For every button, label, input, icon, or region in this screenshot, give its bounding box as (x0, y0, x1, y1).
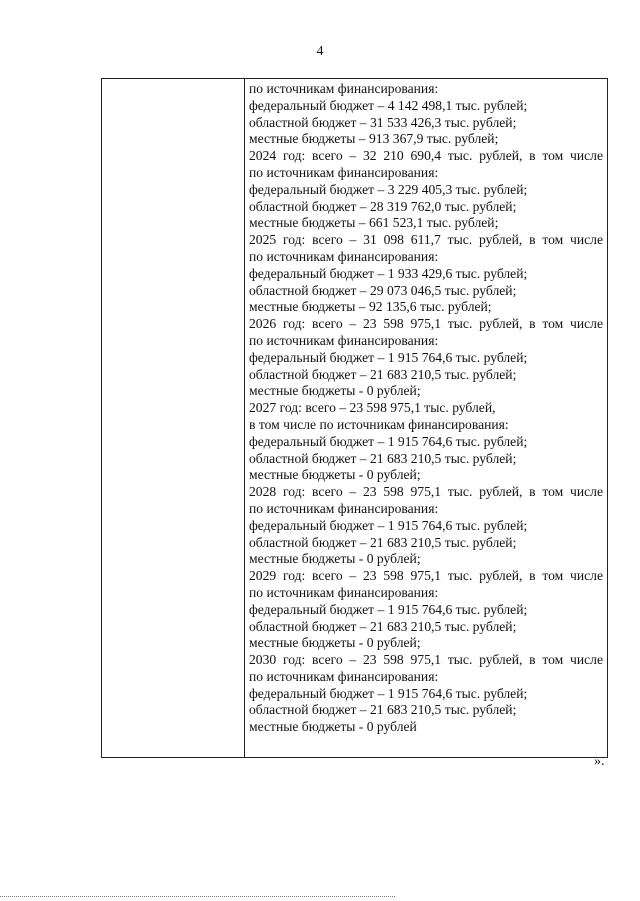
table-line: местные бюджеты - 0 рублей; (249, 635, 421, 651)
table-line: областной бюджет – 29 073 046,5 тыс. рублей; (249, 282, 517, 298)
table-line: федеральный бюджет – 1 915 764,6 тыс. рублей; (249, 517, 528, 533)
table-line: местные бюджеты – 92 135,6 тыс. рублей; (249, 299, 492, 315)
table-line: федеральный бюджет – 1 915 764,6 тыс. рублей; (249, 685, 528, 701)
table-line: по источникам финансирования: (249, 332, 439, 348)
table-line: местные бюджеты - 0 рублей; (249, 383, 421, 399)
table-line: областной бюджет – 21 683 210,5 тыс. рублей; (249, 618, 517, 634)
table-left-cell (102, 79, 245, 757)
table-line: 2025 год: всего – 31 098 611,7 тыс. рублей, в том числе (249, 232, 603, 248)
table-line: 2030 год: всего – 23 598 975,1 тыс. рублей, в том числе (249, 652, 603, 668)
table-line: по источникам финансирования: (249, 164, 439, 180)
table-line: 2026 год: всего – 23 598 975,1 тыс. рублей, в том числе (249, 316, 603, 332)
table-line: областной бюджет – 21 683 210,5 тыс. рублей; (249, 534, 517, 550)
table-line: 2027 год: всего – 23 598 975,1 тыс. рублей, (249, 400, 496, 416)
table-line: областной бюджет – 31 533 426,3 тыс. рублей; (249, 114, 517, 130)
table-line: местные бюджеты – 913 367,9 тыс. рублей; (249, 131, 499, 147)
table-line: областной бюджет – 21 683 210,5 тыс. рублей; (249, 450, 517, 466)
table-line: федеральный бюджет – 1 915 764,6 тыс. рублей; (249, 349, 528, 365)
table-line: по источникам финансирования: (249, 500, 439, 516)
table-line: местные бюджеты - 0 рублей (249, 719, 417, 735)
table-line: областной бюджет – 21 683 210,5 тыс. рублей; (249, 366, 517, 382)
table-line: федеральный бюджет – 1 915 764,6 тыс. рублей; (249, 601, 528, 617)
budget-table (101, 78, 608, 758)
footer-divider (0, 896, 395, 897)
table-line: местные бюджеты – 661 523,1 тыс. рублей; (249, 215, 499, 231)
table-line: местные бюджеты - 0 рублей; (249, 551, 421, 567)
table-line: федеральный бюджет – 1 933 429,6 тыс. рублей; (249, 265, 528, 281)
table-line: 2029 год: всего – 23 598 975,1 тыс. рублей, в том числе (249, 568, 603, 584)
table-line: 2028 год: всего – 23 598 975,1 тыс. рублей, в том числе (249, 484, 603, 500)
table-line: федеральный бюджет – 4 142 498,1 тыс. рублей; (249, 97, 528, 113)
closing-quote: ». (594, 754, 605, 769)
table-line: по источникам финансирования: (249, 81, 439, 96)
table-line: федеральный бюджет – 1 915 764,6 тыс. рублей; (249, 433, 528, 449)
table-line: по источникам финансирования: (249, 584, 439, 600)
table-line: федеральный бюджет – 3 229 405,3 тыс. рублей; (249, 181, 528, 197)
page-number: 4 (316, 44, 324, 59)
table-line: по источникам финансирования: (249, 668, 439, 684)
table-line: областной бюджет – 28 319 762,0 тыс. рублей; (249, 198, 517, 214)
table-right-cell (245, 79, 607, 757)
table-line: местные бюджеты - 0 рублей; (249, 467, 421, 483)
table-line: 2024 год: всего – 32 210 690,4 тыс. рублей, в том числе (249, 148, 603, 164)
table-line: областной бюджет – 21 683 210,5 тыс. рублей; (249, 702, 517, 718)
table-line: по источникам финансирования: (249, 248, 439, 264)
table-line: в том числе по источникам финансирования: (249, 416, 509, 432)
